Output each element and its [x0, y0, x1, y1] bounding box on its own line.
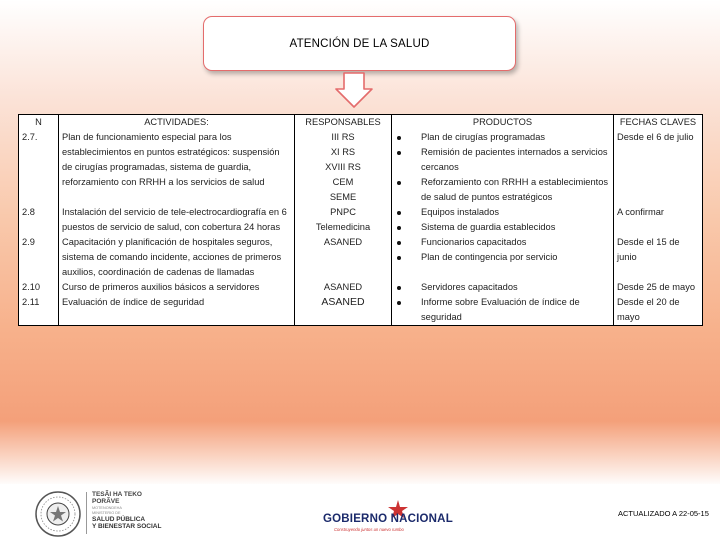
ministry-line: MOTENONDEHA: [92, 505, 122, 510]
row-date-b: Desde el 20 de mayo: [617, 296, 680, 322]
row-products: [392, 205, 614, 235]
responsable: XI RS: [330, 146, 356, 157]
product-item: Sistema de guardia establecidos: [395, 220, 610, 235]
header-productos: PRODUCTOS: [392, 115, 614, 130]
down-arrow-icon: [335, 72, 373, 108]
product-item: Informe sobre Evaluación de índice de seguridad: [395, 295, 610, 325]
responsable: III RS: [331, 131, 355, 142]
row-activity: Capacitación y planificación de hospitales seguros, sistema de comando incidente, acciones de primeros auxilios, coordinación de cadenas de llamadas: [59, 235, 295, 280]
row-activity: Instalación del servicio de tele-electrocardiografía en 6 puestos de servicio de salud, con cobertura 24 horas: [59, 205, 295, 235]
row-number: 2.7.: [19, 130, 59, 205]
row-date: Desde el 15 de junio: [614, 235, 703, 280]
page-title: ATENCIÓN DE LA SALUD: [289, 37, 430, 50]
row-activity: Plan de funcionamiento especial para los establecimientos en puntos estratégicos: suspensión de cirugías programadas, sistema de guardia, reforzamiento con RRHH a los servicios de salud: [59, 130, 295, 205]
table-row: [19, 235, 703, 280]
responsable: XVIII RS: [325, 161, 361, 172]
row-number-b: 2.11: [22, 296, 40, 307]
responsable: ASANED: [323, 236, 363, 247]
updated-date: ACTUALIZADO A 22-05-15: [618, 509, 709, 518]
row-activity: [59, 280, 295, 326]
responsable: ASANED: [321, 295, 365, 308]
gobierno-logo: [323, 513, 453, 525]
row-number: 2.9: [19, 235, 59, 280]
national-seal-icon: [34, 490, 82, 538]
row-products: [392, 280, 614, 326]
product-item: Plan de contingencia por servicio: [395, 250, 610, 265]
ministry-line: SALUD PÚBLICA: [92, 515, 146, 523]
responsable: CEM: [332, 176, 354, 187]
product-item: Servidores capacitados: [395, 280, 610, 295]
row-number-a: 2.10: [22, 281, 41, 292]
gobierno-tagline: Construyendo juntos un nuevo rumbo: [334, 527, 404, 532]
ministry-line: PORÃVE: [92, 498, 120, 506]
ministry-line: TESÃI HA TEKO: [92, 491, 142, 498]
row-number: [19, 280, 59, 326]
row-responsables: [295, 130, 392, 205]
product-item: Remisión de pacientes internados a servicios cercanos: [395, 145, 610, 175]
responsable: SEME: [329, 191, 357, 202]
product-item: Reforzamiento con RRHH a establecimientos de salud de puntos estratégicos: [395, 175, 610, 205]
row-products: [392, 130, 614, 205]
table-row: [19, 280, 703, 326]
header-actividades: ACTIVIDADES:: [59, 115, 295, 130]
product-item: Equipos instalados: [395, 205, 610, 220]
row-date: [614, 280, 703, 326]
header-responsables: RESPONSABLES: [295, 115, 392, 130]
gobierno-right: NACIONAL: [390, 513, 453, 525]
product-item: Funcionarios capacitados: [395, 235, 610, 250]
table-row: [19, 130, 703, 205]
row-responsables: [295, 205, 392, 235]
row-activity-b: Evaluación de índice de seguridad: [62, 296, 205, 307]
ministry-line: MINISTERIO DE: [92, 510, 121, 515]
responsable: PNPC: [330, 206, 356, 217]
ministry-logo: [92, 491, 178, 531]
responsable: ASANED: [323, 281, 363, 292]
row-responsables: [295, 235, 392, 280]
row-date-a: Desde 25 de mayo: [617, 281, 696, 292]
responsable: Telemedicina: [315, 221, 371, 232]
table-row: [19, 205, 703, 235]
product-item: Plan de cirugías programadas: [395, 130, 610, 145]
row-activity-a: Curso de primeros auxilios básicos a servidores: [62, 281, 260, 292]
row-number: 2.8: [19, 205, 59, 235]
table-header-row: [19, 115, 703, 130]
header-n: N: [19, 115, 59, 130]
gobierno-left: GOBIERNO: [323, 513, 388, 525]
row-date: A confirmar: [614, 205, 703, 235]
title-box: [203, 16, 516, 71]
activities-table: [18, 114, 703, 326]
footer-divider: [86, 492, 87, 534]
row-date: Desde el 6 de julio: [614, 130, 703, 205]
ministry-line: Y BIENESTAR SOCIAL: [92, 523, 162, 531]
header-fechas: FECHAS CLAVES: [614, 115, 703, 130]
row-responsables: [295, 280, 392, 326]
row-products: [392, 235, 614, 280]
